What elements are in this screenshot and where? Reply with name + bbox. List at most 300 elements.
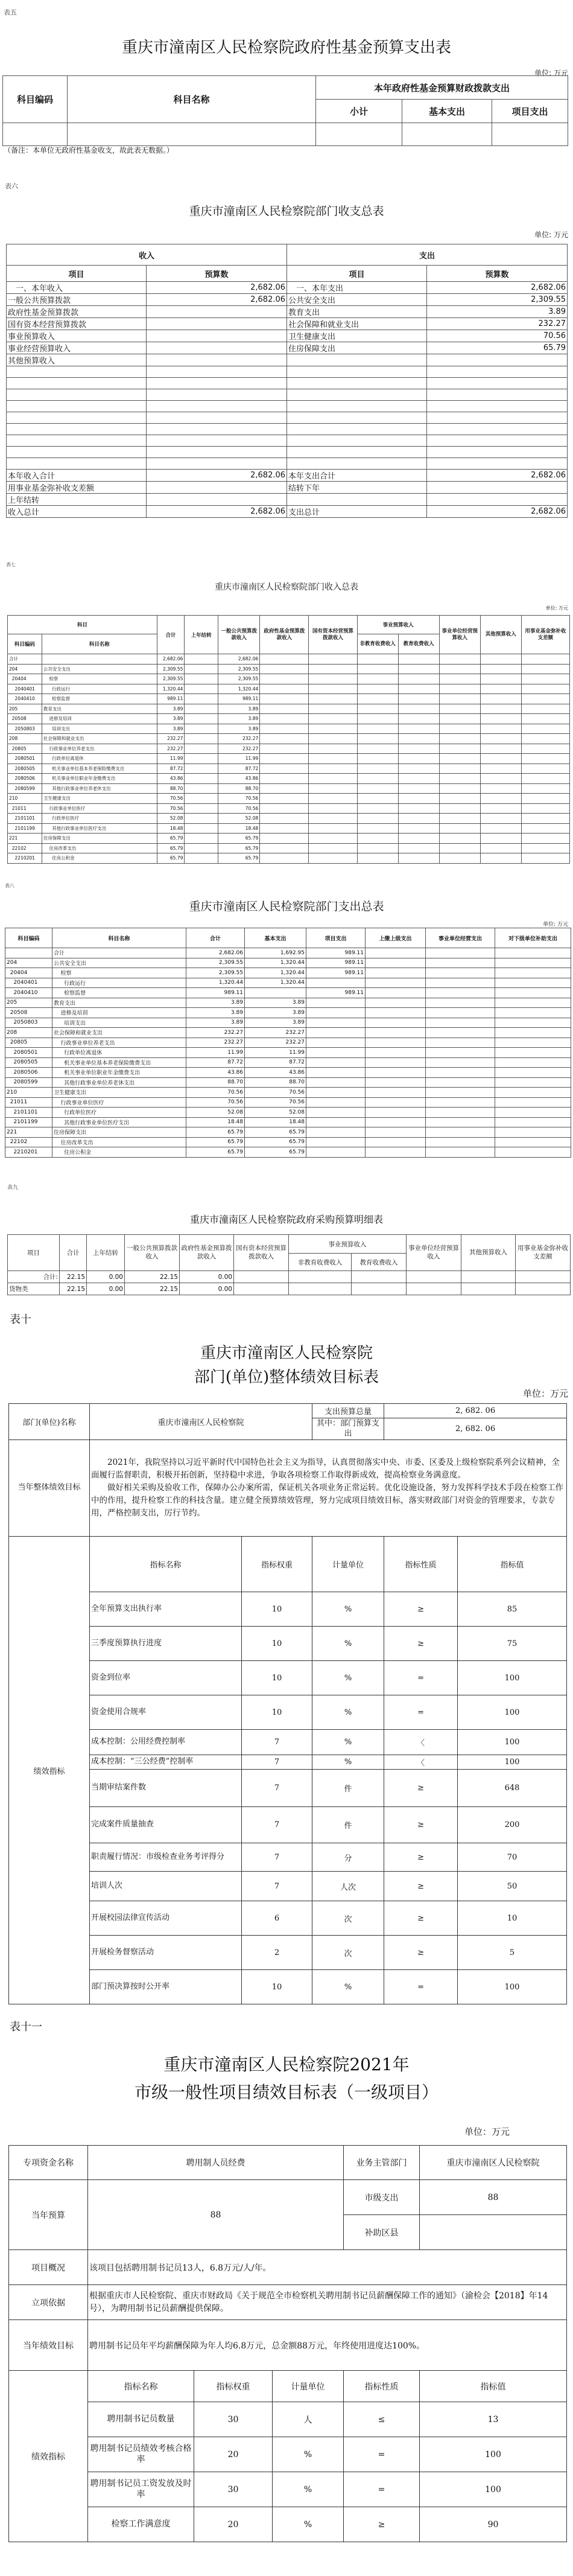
t8-empty <box>426 1137 495 1147</box>
t7-name: 行政事业单位医疗 <box>42 803 157 814</box>
t10-unit: 单位：万元 <box>522 1388 568 1399</box>
t8-empty <box>426 1038 495 1048</box>
t7-header-total: 合计 <box>157 616 185 654</box>
t11-goal-label: 当年绩效目标 <box>9 2320 88 2371</box>
t7-general: 3.89 <box>218 704 260 714</box>
t8-project: 989.11 <box>306 948 366 958</box>
t7-empty <box>309 764 357 774</box>
t7-unit: 单位: 万元 <box>545 605 568 611</box>
t10-kpi-value: 7 <box>242 1770 312 1807</box>
t9-header-state: 国有资本经营预算拨款收入 <box>234 1235 289 1271</box>
t8-name: 社会保障和就业支出 <box>52 1028 186 1038</box>
t8-table <box>5 928 571 1158</box>
t7-total: 989.11 <box>157 694 185 704</box>
t9-header-carry: 上年结转 <box>87 1235 125 1271</box>
t8-empty <box>426 998 495 1008</box>
t10-kpi-label: 绩效指标 <box>9 1537 90 2004</box>
t10-total-label: 支出预算总量 <box>312 1404 384 1418</box>
t7-empty <box>439 764 480 774</box>
t9-header-total: 合计 <box>60 1235 87 1271</box>
t9-empty <box>516 1283 571 1295</box>
t7-empty <box>480 843 521 853</box>
t7-empty <box>309 853 357 864</box>
t9-label: 表九 <box>7 1185 19 1191</box>
t8-code: 2210201 <box>5 1147 52 1158</box>
t7-empty <box>521 664 569 674</box>
t8-basic: 11.99 <box>245 1048 306 1058</box>
t7-empty <box>439 684 480 694</box>
t6-row <box>7 342 568 354</box>
t6-expense-item <box>287 424 427 435</box>
t6-row <box>7 294 568 306</box>
t7-empty <box>260 754 309 764</box>
t9-empty <box>352 1283 407 1295</box>
t10-kpi-value: 10 <box>242 1627 312 1661</box>
t7-total: 70.56 <box>157 794 185 804</box>
t8-basic: 88.70 <box>245 1077 306 1088</box>
t10-kpi-value: 50 <box>458 1872 567 1901</box>
t8-empty <box>426 1057 495 1068</box>
t7-empty <box>398 734 439 744</box>
t7-name: 住房保障支出 <box>42 834 157 844</box>
t8-basic <box>245 988 306 998</box>
t7-empty <box>480 823 521 834</box>
t7-header-general: 一般公共预算拨款收入 <box>218 616 260 654</box>
t11-kpi-value: 100 <box>420 2472 567 2507</box>
t5-header-name: 科目名称 <box>68 76 316 123</box>
t8-total: 2,309.55 <box>186 958 245 968</box>
t7-code: 2050803 <box>8 724 42 734</box>
t8-empty <box>366 1077 426 1088</box>
t7-carry <box>185 814 218 824</box>
t7-empty <box>480 814 521 824</box>
t8-empty <box>426 1018 495 1028</box>
t7-empty <box>439 744 480 754</box>
t10-kpi-value: = <box>384 1970 458 2004</box>
t7-empty <box>439 834 480 844</box>
t11-kpi-row <box>9 2437 567 2472</box>
t7-row <box>8 783 570 794</box>
t10-kpi-value: 7 <box>242 1730 312 1755</box>
t6-row <box>7 354 568 366</box>
t8-code: 2101101 <box>5 1108 52 1118</box>
t6-row <box>7 389 568 401</box>
t8-empty <box>495 1117 571 1127</box>
t5-label: 表五 <box>4 8 17 16</box>
t10-label: 表十 <box>10 1313 31 1326</box>
t6-income-amount <box>147 366 287 378</box>
t7-name: 教育支出 <box>42 704 157 714</box>
t7-empty <box>439 754 480 764</box>
t7-empty <box>480 834 521 844</box>
t8-empty <box>495 958 571 968</box>
t6-row <box>7 330 568 342</box>
t8-total: 3.89 <box>186 998 245 1008</box>
t6-income-amount <box>147 318 287 330</box>
t10-kpi-value: 100 <box>458 1755 567 1770</box>
t7-name <box>42 654 157 665</box>
t11-kpi-value: % <box>273 2437 344 2472</box>
t7-empty <box>521 853 569 864</box>
t7-empty <box>260 764 309 774</box>
t10-kpi-value: 10 <box>458 1901 567 1936</box>
t9-header-general: 一般公共预算拨款收入 <box>125 1235 180 1271</box>
t7-name: 检察 <box>42 674 157 684</box>
t8-empty <box>426 1088 495 1098</box>
t7-code: 205 <box>8 704 42 714</box>
t10-title <box>0 1341 573 1389</box>
t7-empty <box>480 674 521 684</box>
t6-income-amount <box>147 401 287 412</box>
t10-kpi-value: 10 <box>242 1970 312 2004</box>
t7-total: 87.72 <box>157 764 185 774</box>
t8-empty <box>426 948 495 958</box>
t7-carry <box>185 754 218 764</box>
t7-carry <box>185 853 218 864</box>
t7-code: 2080506 <box>8 774 42 784</box>
t8-project <box>306 1097 366 1108</box>
t7-total: 2,682.06 <box>157 654 185 665</box>
t8-basic: 232.27 <box>245 1028 306 1038</box>
t7-empty <box>439 694 480 704</box>
t6-income-amount <box>147 412 287 424</box>
t10-kpi-name: 开展校园法律宣传活动 <box>90 1901 242 1936</box>
t6-expense-amount <box>427 378 568 389</box>
t8-empty <box>495 988 571 998</box>
t8-project <box>306 1137 366 1147</box>
t10-kpi-row <box>9 1592 567 1627</box>
t7-code: 2210201 <box>8 853 42 864</box>
t6-income-item <box>7 412 147 424</box>
t7-empty <box>357 654 398 665</box>
t7-empty <box>398 814 439 824</box>
t11-kpi-value: % <box>273 2472 344 2507</box>
t8-total: 88.70 <box>186 1077 245 1088</box>
t10-kpi-value: % <box>312 1661 384 1695</box>
t7-empty <box>439 774 480 784</box>
t11-title-line1: 重庆市潼南区人民检察院2021年 <box>163 2055 410 2074</box>
t7-empty <box>357 764 398 774</box>
t7-general: 2,309.55 <box>218 674 260 684</box>
t6-income-amount <box>147 354 287 366</box>
t10-kpi-value: 648 <box>458 1770 567 1807</box>
t7-total: 65.79 <box>157 853 185 864</box>
t10-kpi-row <box>9 1770 567 1807</box>
t7-empty <box>357 774 398 784</box>
t5-header-subtotal: 小计 <box>316 100 402 123</box>
t8-name: 检察 <box>52 968 186 978</box>
t11-kpi-name: 聘用制书记员数量 <box>88 2402 194 2437</box>
t7-carry <box>185 774 218 784</box>
t7-table <box>7 615 570 864</box>
t9-header-other: 其他预算收入 <box>461 1235 516 1271</box>
t9-empty <box>234 1271 289 1283</box>
t7-name: 进修及培训 <box>42 714 157 724</box>
t10-kpi-name: 全年预算支出执行率 <box>90 1592 242 1627</box>
t10-kpi-name: 三季度预算执行进度 <box>90 1627 242 1661</box>
t7-empty <box>357 843 398 853</box>
t10-dept-label: 部门(单位)名称 <box>9 1404 90 1440</box>
t7-row <box>8 823 570 834</box>
t8-empty <box>426 1048 495 1058</box>
t6-income-amount <box>147 330 287 342</box>
t10-kpi-value: 85 <box>458 1592 567 1627</box>
t11-kpi-row <box>9 2507 567 2542</box>
t8-project <box>306 978 366 988</box>
t6-expense-item <box>287 354 427 366</box>
t6-row <box>7 435 568 447</box>
t9-header-item: 项目 <box>8 1235 60 1271</box>
t8-name: 检察监督 <box>52 988 186 998</box>
t10-kpi-header: 指标性质 <box>384 1537 458 1592</box>
t6-row <box>7 378 568 389</box>
t7-empty <box>357 754 398 764</box>
t8-basic: 3.89 <box>245 1008 306 1018</box>
t8-basic: 65.79 <box>245 1147 306 1158</box>
t8-basic: 87.72 <box>245 1057 306 1068</box>
t8-name: 培训支出 <box>52 1018 186 1028</box>
t6-expense-amount <box>427 458 568 470</box>
t7-carry <box>185 744 218 754</box>
t7-empty <box>309 694 357 704</box>
t7-row <box>8 714 570 724</box>
t5-cell <box>402 123 492 146</box>
t7-name: 社会保障和就业支出 <box>42 734 157 744</box>
t8-basic: 3.89 <box>245 1018 306 1028</box>
t10-kpi-value: 200 <box>458 1807 567 1843</box>
t10-kpi-row <box>9 1695 567 1730</box>
t9-value: 0.00 <box>87 1271 125 1283</box>
t8-empty <box>495 1057 571 1068</box>
t11-unit: 单位：万元 <box>464 2126 510 2137</box>
t6-income-amount <box>147 306 287 318</box>
t7-empty <box>398 674 439 684</box>
t10-kpi-value: = <box>384 1695 458 1730</box>
t7-code: 221 <box>8 834 42 844</box>
t7-empty <box>357 803 398 814</box>
t11-kpi-value: 13 <box>420 2402 567 2437</box>
t8-total: 2,682.06 <box>186 948 245 958</box>
t8-total: 65.79 <box>186 1137 245 1147</box>
t8-row <box>5 1018 571 1028</box>
t7-empty <box>480 803 521 814</box>
t8-header: 基本支出 <box>245 928 306 948</box>
t7-row <box>8 694 570 704</box>
t7-empty <box>521 734 569 744</box>
t7-empty <box>439 674 480 684</box>
t7-empty <box>398 714 439 724</box>
t7-empty <box>521 843 569 853</box>
t7-title: 重庆市潼南区人民检察院部门收入总表 <box>215 582 358 592</box>
t8-header: 合计 <box>186 928 245 948</box>
t7-empty <box>309 734 357 744</box>
t8-empty <box>366 1057 426 1068</box>
t7-empty <box>480 664 521 674</box>
t11-kpi-value: ≥ <box>344 2507 420 2542</box>
t9-value: 22.15 <box>60 1271 87 1283</box>
t6-row <box>7 506 568 518</box>
t7-empty <box>480 744 521 754</box>
t9-header-op: 事业单位经营预算收入 <box>407 1235 461 1271</box>
t7-empty <box>260 654 309 665</box>
t8-total: 70.56 <box>186 1097 245 1108</box>
t8-basic: 70.56 <box>245 1097 306 1108</box>
t7-carry <box>185 664 218 674</box>
t7-label: 表七 <box>6 562 16 567</box>
t7-empty <box>480 764 521 774</box>
t7-code: 2080599 <box>8 783 42 794</box>
t9-empty <box>352 1271 407 1283</box>
t7-empty <box>357 724 398 734</box>
t8-row <box>5 1147 571 1158</box>
t8-empty <box>426 1028 495 1038</box>
t10-kpi-value: 件 <box>312 1807 384 1843</box>
t10-kpi-name: 资金到位率 <box>90 1661 242 1695</box>
t10-kpi-name: 职责履行情况：市级检查业务考评得分 <box>90 1843 242 1872</box>
t6-expense-amount <box>427 354 568 366</box>
t9-value: 0.00 <box>87 1283 125 1295</box>
t10-title-line1: 重庆市潼南区人民检察院 <box>200 1344 373 1362</box>
t7-header-biz: 事业预算收入 <box>357 616 439 634</box>
t8-name: 住房公积金 <box>52 1147 186 1158</box>
t7-empty <box>521 714 569 724</box>
t7-empty <box>309 704 357 714</box>
t7-header-carry: 上年结转 <box>185 616 218 654</box>
t8-header: 事业单位经营支出 <box>426 928 495 948</box>
t8-empty <box>426 978 495 988</box>
t7-empty <box>309 674 357 684</box>
t7-empty <box>309 714 357 724</box>
t10-kpi-value: % <box>312 1592 384 1627</box>
t7-name: 培训支出 <box>42 724 157 734</box>
t11-kpi-header: 指标性质 <box>344 2371 420 2402</box>
t8-code: 208 <box>5 1028 52 1038</box>
t9-value: 22.15 <box>125 1283 180 1295</box>
t10-kpi-value: ≥ <box>384 1843 458 1872</box>
t7-code: 21011 <box>8 803 42 814</box>
t8-total: 70.56 <box>186 1088 245 1098</box>
t6-row <box>7 470 568 482</box>
t8-row <box>5 948 571 958</box>
t7-empty <box>521 783 569 794</box>
t6-expense-item <box>287 366 427 378</box>
t6-income-item: 一、本年收入 <box>7 282 147 294</box>
t11-fund-name: 聘用制人员经费 <box>88 2146 344 2180</box>
t8-empty <box>366 1068 426 1078</box>
t8-code: 20508 <box>5 1008 52 1018</box>
t8-code: 2080599 <box>5 1077 52 1088</box>
t9-row <box>8 1271 571 1283</box>
t7-general: 2,682.06 <box>218 654 260 665</box>
t8-name: 其他行政事业单位养老休支出 <box>52 1077 186 1088</box>
t8-header: 对下级单位补助支出 <box>495 928 571 948</box>
t6-row <box>7 494 568 506</box>
t8-code: 21011 <box>5 1097 52 1108</box>
t7-carry <box>185 724 218 734</box>
t6-expense-amount <box>427 494 568 506</box>
t8-total: 3.89 <box>186 1008 245 1018</box>
t9-header-edu: 教育收费收入 <box>352 1254 407 1271</box>
t10-kpi-value: = <box>384 1661 458 1695</box>
t7-total: 3.89 <box>157 724 185 734</box>
t8-row <box>5 1008 571 1018</box>
t7-name: 住房改革支出 <box>42 843 157 853</box>
t7-empty <box>357 794 398 804</box>
t6-expense-item <box>287 412 427 424</box>
t7-empty <box>521 834 569 844</box>
t7-empty <box>439 853 480 864</box>
t7-carry <box>185 694 218 704</box>
t10-kpi-value: ≥ <box>384 1627 458 1661</box>
t8-empty <box>426 1068 495 1078</box>
t7-empty <box>260 664 309 674</box>
t8-row <box>5 1137 571 1147</box>
t7-row <box>8 724 570 734</box>
t10-kpi-row <box>9 1627 567 1661</box>
t9-item: 货物类 <box>8 1283 60 1295</box>
t7-empty <box>521 814 569 824</box>
t7-empty <box>439 803 480 814</box>
t8-empty <box>426 1117 495 1127</box>
t7-empty <box>398 783 439 794</box>
t7-empty <box>480 734 521 744</box>
t7-empty <box>480 853 521 864</box>
t7-empty <box>260 674 309 684</box>
t7-total: 88.70 <box>157 783 185 794</box>
t10-kpi-value: % <box>312 1970 384 2004</box>
t10-kpi-row <box>9 1970 567 2004</box>
t8-empty <box>366 1097 426 1108</box>
t8-basic: 65.79 <box>245 1127 306 1138</box>
t7-empty <box>260 843 309 853</box>
t10-kpi-value: % <box>312 1695 384 1730</box>
t7-general: 1,320.44 <box>218 684 260 694</box>
t9-title: 重庆市潼南区人民检察院政府采购预算明细表 <box>189 1214 383 1225</box>
t10-kpi-value: 10 <box>242 1695 312 1730</box>
t8-project <box>306 1077 366 1088</box>
t7-empty <box>480 774 521 784</box>
t6-income-amount <box>147 447 287 458</box>
t10-kpi-value: 5 <box>458 1936 567 1970</box>
t7-total: 18.48 <box>157 823 185 834</box>
t6-expense-amount <box>427 389 568 401</box>
t8-empty <box>495 998 571 1008</box>
t8-empty <box>366 1018 426 1028</box>
t10-goal-p2: 做好相关采购及验收工作，保障办公办案所需，保证机关各项业务正常运转。优化设施设备，努力发挥科学技术手段在检察工作中的作用，提升检察工作的科技含量。建立健全预算绩效管理，努力完成项目绩效目标，落实财政部门对资金的管理要求，专款专用，严格控制支出，厉行节约。 <box>91 1483 563 1518</box>
t10-kpi-name: 成本控制：公用经费控制率 <box>90 1730 242 1755</box>
t6-income-amount: 2,682.06 <box>147 470 287 482</box>
t7-carry <box>185 654 218 665</box>
t7-header-state: 国有资本经营预算拨款收入 <box>309 616 357 654</box>
t11-goal: 聘用制书记员年平均薪酬保障为年人均6.8万元，总金额88万元，年终使用进度达100%。 <box>88 2320 567 2371</box>
t7-empty <box>439 794 480 804</box>
t7-general: 2,309.55 <box>218 664 260 674</box>
t8-code <box>5 948 52 958</box>
t7-header-nonedu: 非教育收费收入 <box>357 634 398 654</box>
t11-kpi-value: ≤ <box>344 2402 420 2437</box>
t8-empty <box>426 1077 495 1088</box>
t8-total: 232.27 <box>186 1028 245 1038</box>
t8-name: 行政事业单位养老支出 <box>52 1038 186 1048</box>
t7-carry <box>185 834 218 844</box>
t10-kpi-row <box>9 1872 567 1901</box>
t7-empty <box>521 704 569 714</box>
t6-income-item <box>7 458 147 470</box>
t10-kpi-value: ≥ <box>384 1901 458 1936</box>
t7-empty <box>480 704 521 714</box>
t7-empty <box>398 654 439 665</box>
t7-empty <box>521 674 569 684</box>
